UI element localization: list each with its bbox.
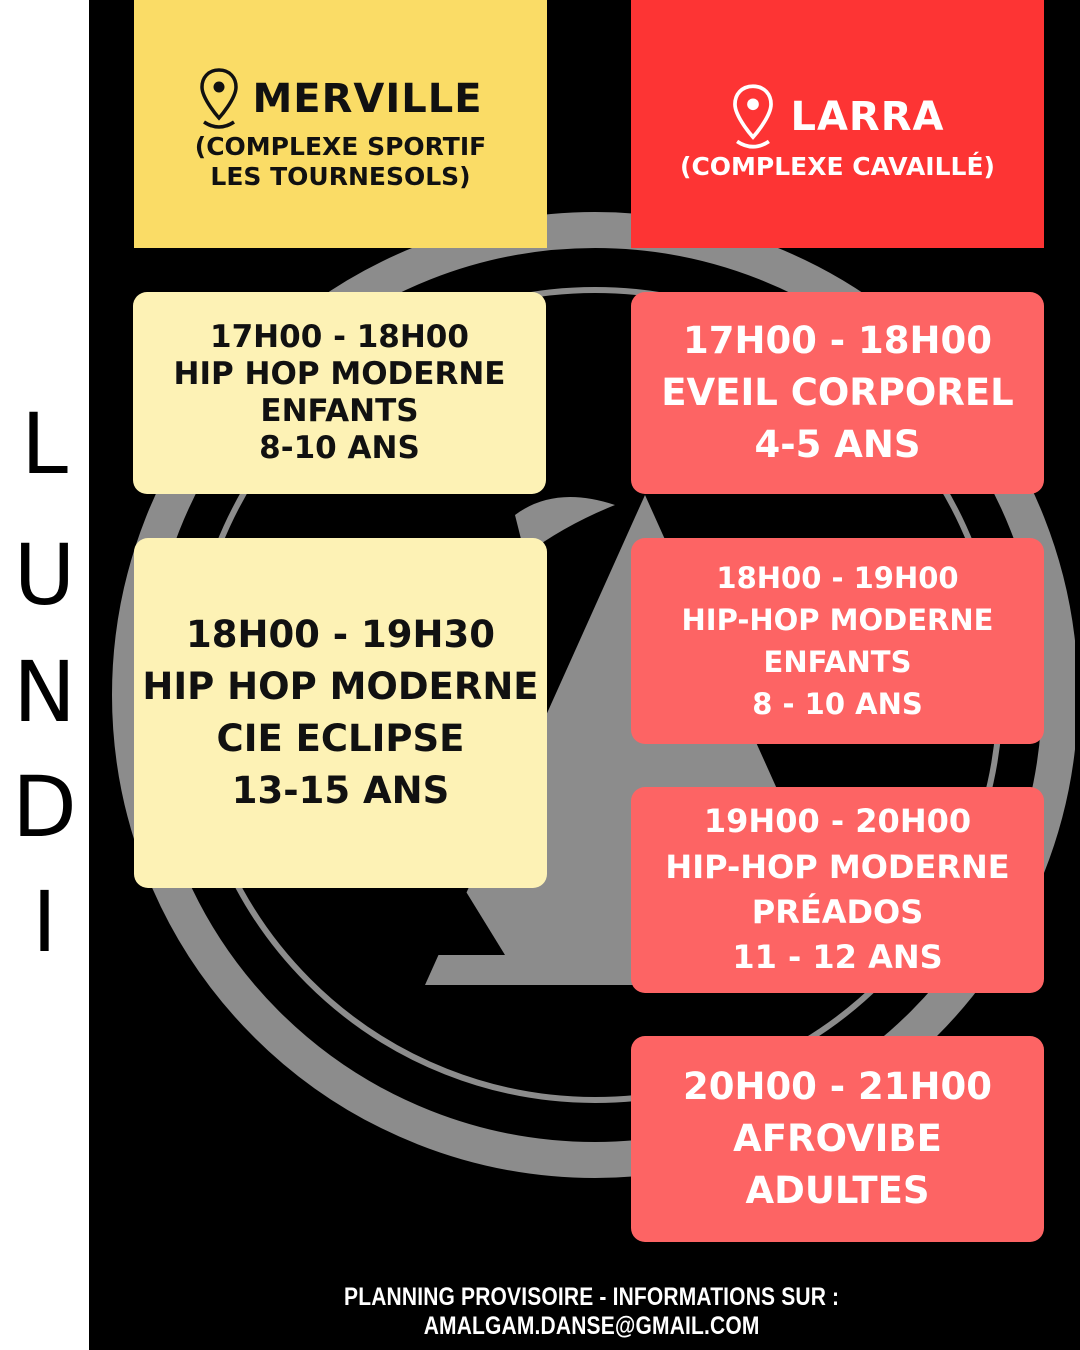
class-card bbox=[631, 1036, 1044, 1242]
day-letter: D bbox=[12, 758, 77, 856]
class-line: HIP-HOP MODERNE bbox=[665, 847, 1010, 886]
class-time: 19H00 - 20H00 bbox=[703, 802, 972, 841]
class-line: HIP-HOP MODERNE bbox=[681, 602, 994, 637]
class-card bbox=[133, 292, 546, 494]
venue-city: MERVILLE bbox=[252, 76, 483, 122]
venue-subtitle-line: (COMPLEXE SPORTIF bbox=[194, 132, 487, 161]
class-card bbox=[631, 538, 1044, 744]
class-line: ENFANTS bbox=[260, 393, 419, 429]
class-time: 20H00 - 21H00 bbox=[682, 1065, 992, 1109]
class-card bbox=[631, 787, 1044, 993]
day-letter: I bbox=[32, 873, 57, 971]
class-line: EVEIL CORPOREL bbox=[661, 371, 1014, 415]
day-sidebar bbox=[0, 0, 89, 1350]
class-card bbox=[134, 538, 547, 888]
location-pin-icon bbox=[198, 66, 240, 132]
venue-subtitle-line: (COMPLEXE CAVAILLÉ) bbox=[680, 152, 995, 181]
class-line: HIP HOP MODERNE bbox=[173, 355, 506, 392]
venue-header-larra bbox=[631, 0, 1044, 248]
class-line: CIE ECLIPSE bbox=[216, 717, 465, 760]
class-line: PRÉADOS bbox=[751, 893, 924, 931]
class-time: 17H00 - 18H00 bbox=[682, 319, 992, 363]
class-line: AFROVIBE bbox=[733, 1117, 942, 1161]
class-line: HIP HOP MODERNE bbox=[142, 665, 539, 709]
class-time: 17H00 - 18H00 bbox=[210, 318, 469, 355]
class-line: ADULTES bbox=[745, 1168, 930, 1212]
class-line: ENFANTS bbox=[763, 645, 912, 679]
location-pin-icon bbox=[730, 82, 776, 152]
class-time: 18H00 - 19H30 bbox=[185, 613, 495, 657]
class-card bbox=[631, 292, 1044, 494]
venue-city: LARRA bbox=[790, 94, 945, 140]
day-letter: L bbox=[21, 395, 68, 493]
day-letter: N bbox=[13, 643, 76, 741]
class-line: 8 - 10 ANS bbox=[752, 687, 923, 722]
footer-info: PLANNING PROVISOIRE - INFORMATIONS SUR : AMALGAM.DANSE@GMAIL.COM bbox=[344, 1283, 840, 1340]
venue-subtitle-line: LES TOURNESOLS) bbox=[210, 162, 471, 191]
class-line: 8-10 ANS bbox=[259, 430, 420, 467]
venue-header-merville bbox=[134, 0, 547, 248]
day-letter: U bbox=[13, 526, 76, 624]
class-time: 18H00 - 19H00 bbox=[716, 560, 959, 595]
class-line: 13-15 ANS bbox=[231, 768, 450, 812]
class-line: 11 - 12 ANS bbox=[732, 938, 943, 977]
class-line: 4-5 ANS bbox=[754, 422, 921, 466]
